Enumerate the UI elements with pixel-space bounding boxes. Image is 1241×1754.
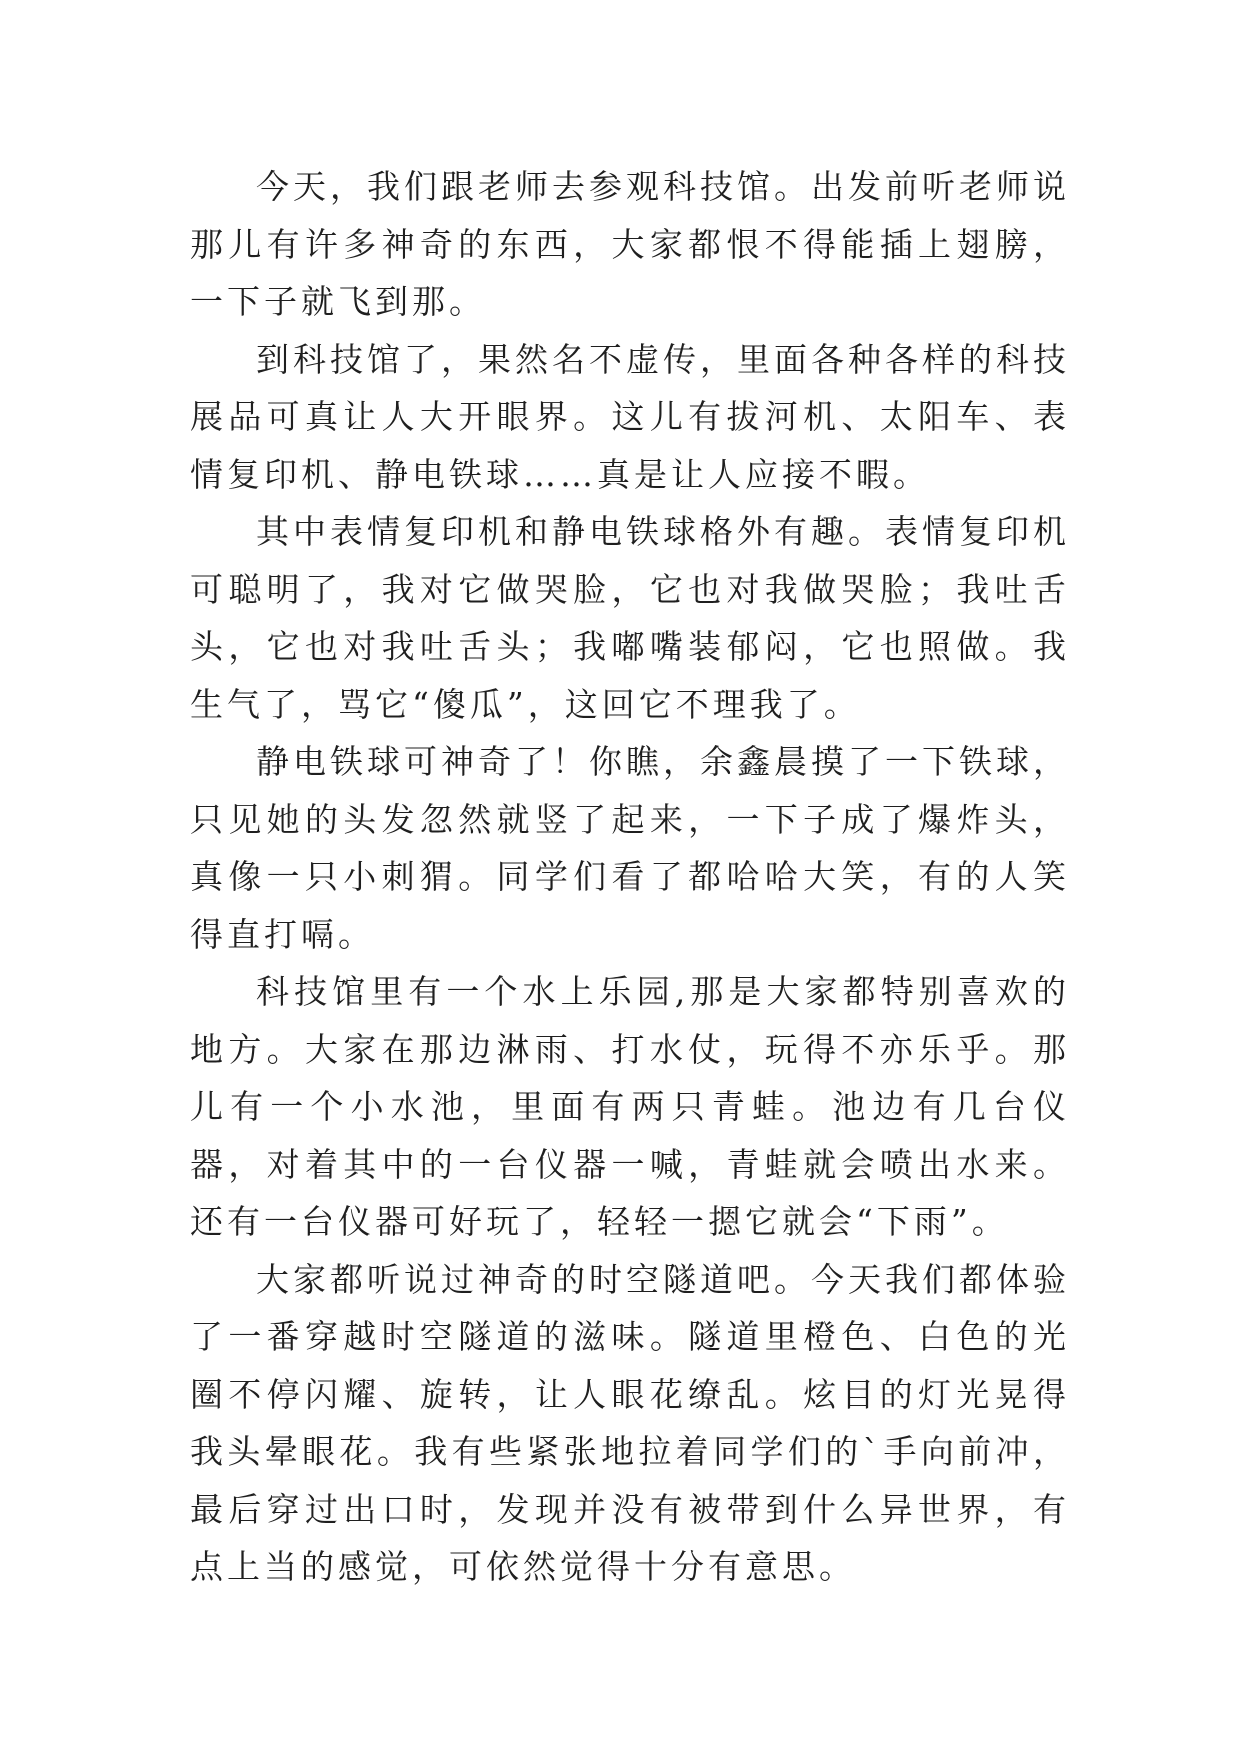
paragraph-3: 其中表情复印机和静电铁球格外有趣。表情复印机可聪明了，我对它做哭脸，它也对我做哭脸；我吐舌头，它也对我吐舌头；我嘟嘴装郁闷，它也照做。我生气了，骂它“傻瓜”，这回它不理我了。 [190, 512, 1070, 724]
paragraph-1: 今天，我们跟老师去参观科技馆。出发前听老师说那儿有许多神奇的东西，大家都恨不得能插上翅膀，一下子就飞到那。 [190, 167, 1070, 321]
paragraph-4: 静电铁球可神奇了！你瞧，余鑫晨摸了一下铁球，只见她的头发忽然就竖了起来，一下子成了爆炸头，真像一只小刺猬。同学们看了都哈哈大笑，有的人笑得直打嗝。 [190, 742, 1070, 954]
paragraph-6: 大家都听说过神奇的时空隧道吧。今天我们都体验了一番穿越时空隧道的滋味。隧道里橙色、白色的光圈不停闪耀、旋转，让人眼花缭乱。炫目的灯光晃得我头晕眼花。我有些紧张地拉着同学们的`手向前冲，最后穿过出口时，发现并没有被带到什么异世界，有点上当的感觉，可依然觉得十分有意思。 [190, 1259, 1070, 1586]
essay-body [190, 158, 1070, 1596]
paragraph-2: 到科技馆了，果然名不虚传，里面各种各样的科技展品可真让人大开眼界。这儿有拔河机、太阳车、表情复印机、静电铁球……真是让人应接不暇。 [190, 339, 1070, 494]
paragraph-5: 科技馆里有一个水上乐园,那是大家都特别喜欢的地方。大家在那边淋雨、打水仗，玩得不亦乐乎。那儿有一个小水池，里面有两只青蛙。池边有几台仪器，对着其中的一台仪器一喊，青蛙就会喷出水来。还有一台仪器可好玩了，轻轻一摁它就会“下雨”。 [190, 972, 1070, 1241]
